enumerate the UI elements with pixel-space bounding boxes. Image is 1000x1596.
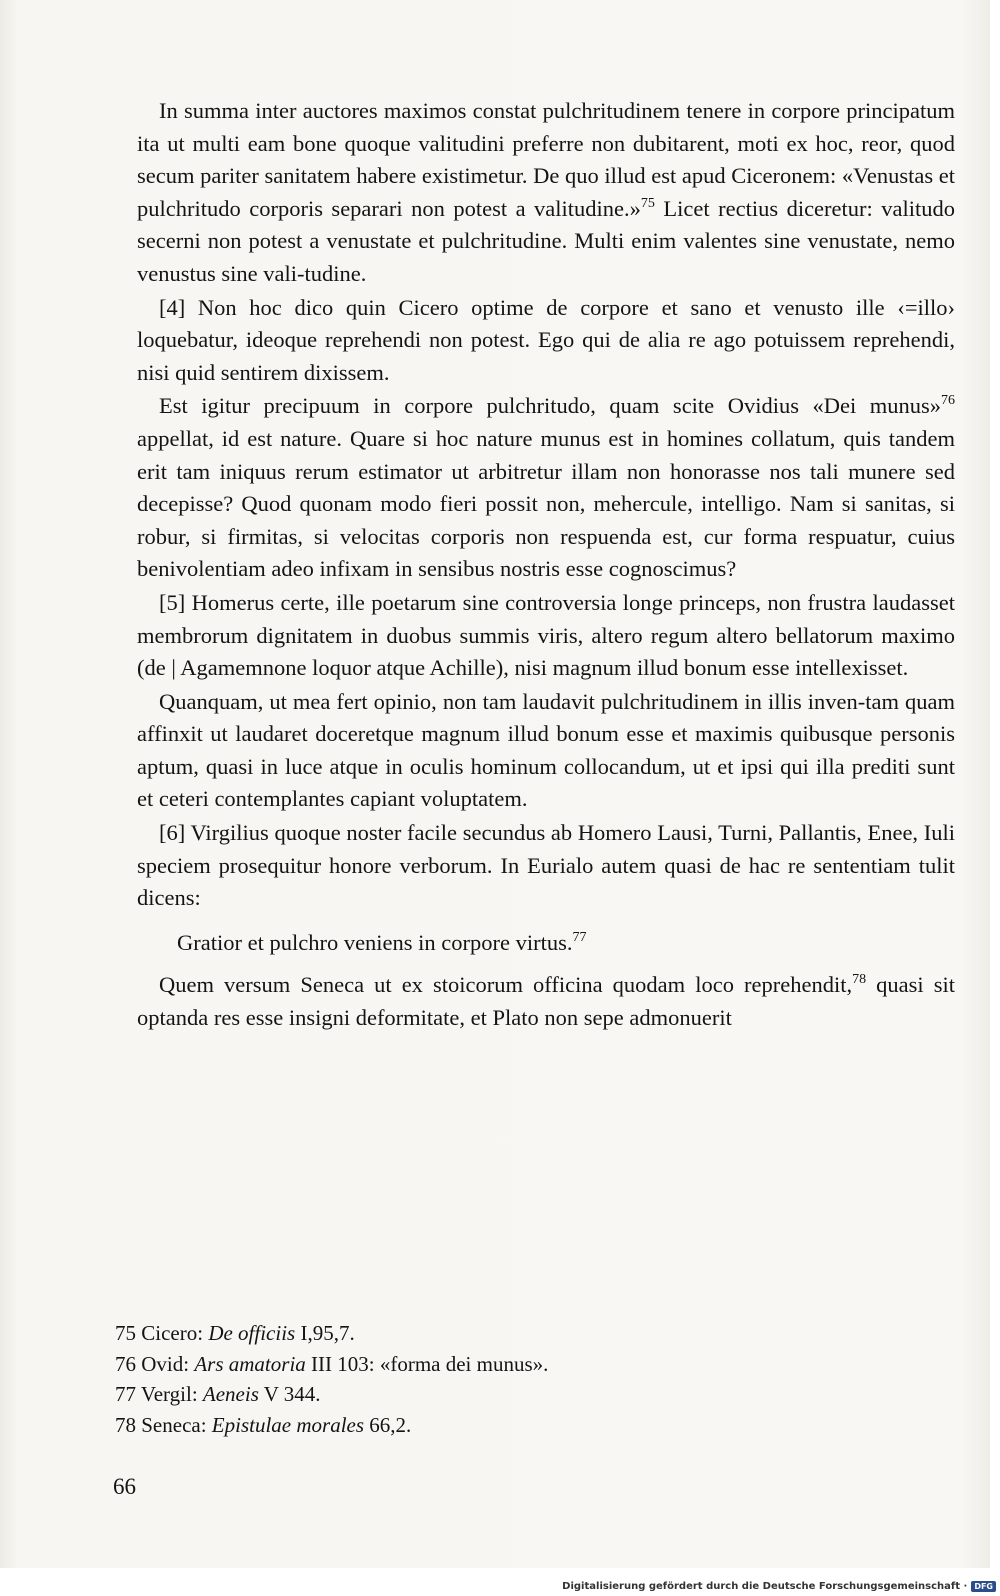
paragraph-1: [137, 95, 955, 291]
paragraph-3: [137, 390, 955, 586]
footnote-75: [115, 1318, 815, 1349]
footnote-author: Seneca:: [141, 1412, 207, 1437]
footnote-author: Cicero:: [141, 1321, 204, 1345]
footnote-work: De officiis: [208, 1321, 296, 1345]
footnote-locus: V 344.: [263, 1382, 321, 1406]
text-run: Quem versum Seneca ut ex stoicorum officina quodam loco reprehendit,: [159, 972, 853, 998]
text-run: Licet rectius diceretur: valitudo secerni non potest a venustate et pulchritudine. Multi enim valentes sine venustate, nemo venustus sine vali-tudine.: [137, 195, 955, 286]
paragraph-7: [137, 969, 955, 1034]
footnote-77: [115, 1379, 815, 1410]
paragraph-2: [137, 292, 955, 390]
text-run: [6] Virgilius quoque noster facile secundus ab Homero Lausi, Turni, Pallantis, Enee, Iuli speciem prosequitur honore verborum. In Eurialo autem quasi de hac re sententiam tulit dicens:: [137, 820, 955, 911]
text-run: In summa inter auctores maximos constat pulchritudinem tenere in corpore principatum ita ut multi eam bone quoque valitudini preferre non dubitarent, moti ex hoc, reor, quod secum pariter sanitatem habere existimetur. De quo illud est apud Ciceronem: «Venustas et pulchritudo corporis separari non potest a valitudine.»: [137, 98, 955, 221]
text-run: Est igitur precipuum in corpore pulchritudo, quam scite Ovidius «Dei munus»: [159, 393, 941, 419]
footnote-locus: 66,2.: [369, 1412, 412, 1437]
footnote-ref-75: 75: [640, 195, 655, 211]
footnotes: [115, 1318, 815, 1440]
verse-quotation: [177, 927, 955, 960]
text-run: [4] Non hoc dico quin Cicero optime de corpore et sano et venusto ille ‹=illo› loquebatur, ideoque reprehendi non potest. Ego qui de alia re ago potuissem reprehendi, nisi quid sentirem dixissem.: [137, 294, 955, 385]
digitization-notice: Digitalisierung gefördert durch die Deutsche Forschungsgemeinschaft ·: [562, 1581, 968, 1592]
main-text: [137, 95, 955, 1035]
footnote-work: Ars amatoria: [194, 1351, 306, 1376]
text-run: Quanquam, ut mea fert opinio, non tam laudavit pulchritudinem in illis inven-tam quam affinxit ut laudaret doceretque magnum illud bonum esse et maximis quibusque personis aptum, quasi in luce atque in oculis hominum collocandum, ut et ipsi qui illa prediti sunt et ceteri contemplantes capiant voluptatem.: [137, 688, 955, 812]
page-number: 66: [113, 1474, 136, 1499]
footnote-ref-78: 78: [852, 972, 867, 988]
paragraph-4: [137, 587, 955, 685]
footnote-locus: I,95,7.: [300, 1321, 355, 1345]
footnote-number: 75: [115, 1321, 136, 1345]
dfg-logo-icon: DFG: [971, 1581, 996, 1592]
footnote-locus: III 103: «forma dei munus».: [311, 1351, 549, 1376]
footnote-author: Ovid:: [141, 1351, 190, 1376]
text-run: quasi sit optanda res esse insigni deformitate, et Plato non sepe admonuerit: [137, 972, 955, 1031]
text-run: [5] Homerus certe, ille poetarum sine controversia longe princeps, non frustra laudasset membrorum dignitatem in duobus summis viris, altero regum altero bellatorum maximo (de | Agamemnone loquor atque Achille), nisi magnum illud bonum esse intellexisset.: [137, 589, 955, 681]
footnote-number: 77: [115, 1382, 136, 1406]
footnote-ref-77: 77: [572, 929, 587, 945]
footnote-76: [115, 1349, 815, 1380]
footnote-78: [115, 1410, 815, 1441]
footnote-work: Epistulae morales: [211, 1412, 365, 1437]
footnote-ref-76: 76: [941, 393, 955, 409]
footnote-number: 76: [115, 1351, 136, 1376]
digitization-credit: [562, 1581, 996, 1592]
text-run: appellat, id est nature. Quare si hoc nature munus est in homines collatum, quis tandem erit tam iniquus rerum estimator ut arbitretur illam non honorasse nos tali munere sed decepisse? Quod quonam modo fieri possit non, mehercule, intelligo. Nam si sanitas, si robur, si firmitas, si velocitas corporis non respuenda est, cur forma respuatur, cuius benivolentiam adeo infixam in sensibus nostris esse cognoscimus?: [137, 425, 955, 582]
footnote-author: Vergil:: [140, 1382, 198, 1406]
text-run: Gratior et pulchro veniens in corpore virtus.: [177, 929, 573, 955]
paragraph-6: [137, 817, 955, 915]
footnote-number: 78: [115, 1412, 136, 1437]
paragraph-5: [137, 686, 955, 816]
footnote-work: Aeneis: [202, 1382, 259, 1406]
